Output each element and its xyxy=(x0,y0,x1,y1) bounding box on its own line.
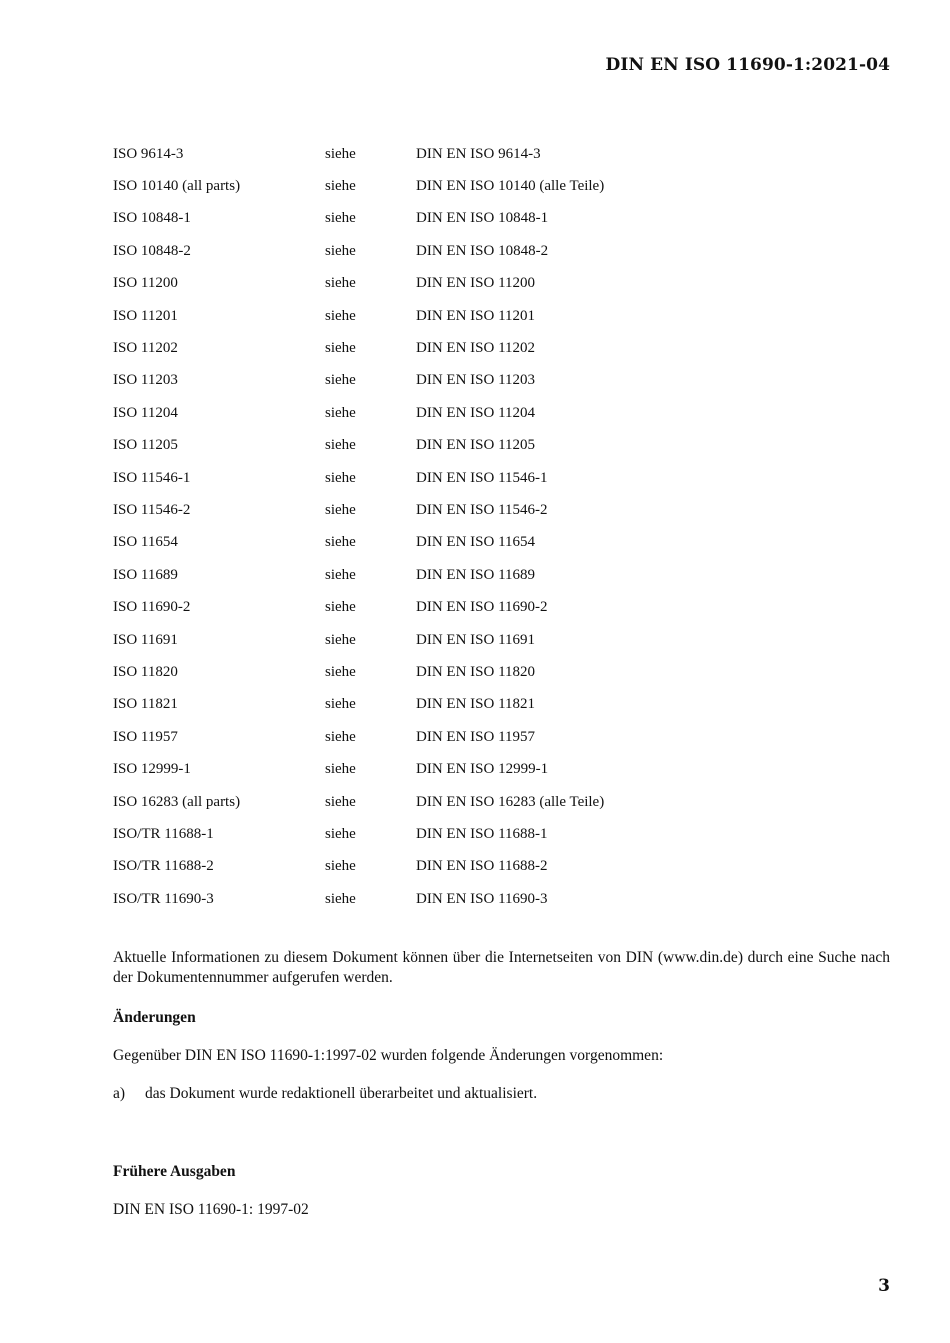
info-paragraph: Aktuelle Informationen zu diesem Dokument können über die Internetseiten von DIN (www.din.de) durch eine Suche nach der Dokumentennummer aufgerufen werden. xyxy=(113,949,890,986)
see-label: siehe xyxy=(325,242,356,259)
iso-reference: ISO 10140 (all parts) xyxy=(113,178,241,195)
see-label: siehe xyxy=(325,890,356,907)
iso-reference: ISO 11204 xyxy=(113,404,178,421)
din-reference: DIN EN ISO 11690-2 xyxy=(416,599,548,616)
iso-reference: ISO 11690-2 xyxy=(113,599,191,616)
din-reference: DIN EN ISO 11691 xyxy=(416,631,536,648)
table-row xyxy=(113,624,893,656)
see-label: siehe xyxy=(325,696,356,713)
see-label: siehe xyxy=(325,210,356,227)
iso-reference: ISO 10848-2 xyxy=(113,242,191,259)
list-item xyxy=(113,1084,890,1104)
table-row xyxy=(113,786,893,818)
changes-heading: Änderungen xyxy=(113,1009,196,1026)
din-reference: DIN EN ISO 11204 xyxy=(416,404,536,421)
see-label: siehe xyxy=(325,437,356,454)
iso-reference: ISO 11546-1 xyxy=(113,469,191,486)
table-row xyxy=(113,721,893,753)
reference-table xyxy=(113,138,893,915)
table-row xyxy=(113,397,893,429)
iso-reference: ISO 11203 xyxy=(113,372,178,389)
table-row xyxy=(113,268,893,300)
changes-intro: Gegenüber DIN EN ISO 11690-1:1997-02 wurden folgende Änderungen vorgenommen: xyxy=(113,1047,664,1064)
iso-reference: ISO 11821 xyxy=(113,696,178,713)
iso-reference: ISO 10848-1 xyxy=(113,210,191,227)
din-reference: DIN EN ISO 10848-1 xyxy=(416,210,549,227)
din-reference: DIN EN ISO 11821 xyxy=(416,696,536,713)
list-item-text: das Dokument wurde redaktionell überarbeitet und aktualisiert. xyxy=(145,1085,538,1102)
din-reference: DIN EN ISO 11546-1 xyxy=(416,469,548,486)
table-row xyxy=(113,235,893,267)
din-reference: DIN EN ISO 11654 xyxy=(416,534,536,551)
iso-reference: ISO 11546-2 xyxy=(113,501,191,518)
din-reference: DIN EN ISO 10848-2 xyxy=(416,242,549,259)
see-label: siehe xyxy=(325,761,356,778)
iso-reference: ISO 11689 xyxy=(113,566,178,583)
din-reference: DIN EN ISO 11820 xyxy=(416,663,536,680)
see-label: siehe xyxy=(325,404,356,421)
see-label: siehe xyxy=(325,340,356,357)
iso-reference: ISO 11820 xyxy=(113,663,178,680)
see-label: siehe xyxy=(325,793,356,810)
table-row xyxy=(113,332,893,364)
see-label: siehe xyxy=(325,663,356,680)
see-label: siehe xyxy=(325,307,356,324)
table-row xyxy=(113,818,893,850)
see-label: siehe xyxy=(325,728,356,745)
din-reference: DIN EN ISO 11688-1 xyxy=(416,825,548,842)
iso-reference: ISO 16283 (all parts) xyxy=(113,793,241,810)
table-row xyxy=(113,170,893,202)
table-row xyxy=(113,527,893,559)
see-label: siehe xyxy=(325,825,356,842)
see-label: siehe xyxy=(325,599,356,616)
iso-reference: ISO/TR 11688-1 xyxy=(113,825,214,842)
din-reference: DIN EN ISO 11201 xyxy=(416,307,536,324)
din-reference: DIN EN ISO 11689 xyxy=(416,566,536,583)
din-reference: DIN EN ISO 9614-3 xyxy=(416,145,541,162)
din-reference: DIN EN ISO 11200 xyxy=(416,275,536,292)
din-reference: DIN EN ISO 11205 xyxy=(416,437,536,454)
iso-reference: ISO/TR 11690-3 xyxy=(113,890,214,907)
din-reference: DIN EN ISO 11202 xyxy=(416,340,536,357)
see-label: siehe xyxy=(325,275,356,292)
see-label: siehe xyxy=(325,469,356,486)
iso-reference: ISO 11202 xyxy=(113,340,178,357)
table-row xyxy=(113,365,893,397)
table-row xyxy=(113,559,893,591)
table-row xyxy=(113,753,893,785)
table-row xyxy=(113,494,893,526)
previous-editions-text: DIN EN ISO 11690-1: 1997-02 xyxy=(113,1201,309,1218)
din-reference: DIN EN ISO 10140 (alle Teile) xyxy=(416,178,605,195)
table-row xyxy=(113,591,893,623)
din-reference: DIN EN ISO 11688-2 xyxy=(416,858,548,875)
see-label: siehe xyxy=(325,145,356,162)
iso-reference: ISO 11691 xyxy=(113,631,178,648)
table-row xyxy=(113,656,893,688)
see-label: siehe xyxy=(325,858,356,875)
iso-reference: ISO 9614-3 xyxy=(113,145,184,162)
iso-reference: ISO 11200 xyxy=(113,275,178,292)
iso-reference: ISO 11957 xyxy=(113,728,178,745)
document-id-header: DIN EN ISO 11690-1:2021-04 xyxy=(605,55,890,75)
din-reference: DIN EN ISO 11957 xyxy=(416,728,536,745)
table-row xyxy=(113,689,893,721)
table-row xyxy=(113,203,893,235)
table-row xyxy=(113,430,893,462)
din-reference: DIN EN ISO 16283 (alle Teile) xyxy=(416,793,605,810)
see-label: siehe xyxy=(325,631,356,648)
table-row xyxy=(113,851,893,883)
table-row xyxy=(113,883,893,915)
see-label: siehe xyxy=(325,178,356,195)
previous-editions-heading: Frühere Ausgaben xyxy=(113,1163,236,1180)
changes-list xyxy=(113,1084,890,1104)
din-reference: DIN EN ISO 11546-2 xyxy=(416,501,548,518)
see-label: siehe xyxy=(325,534,356,551)
din-reference: DIN EN ISO 11690-3 xyxy=(416,890,548,907)
see-label: siehe xyxy=(325,501,356,518)
iso-reference: ISO 11201 xyxy=(113,307,178,324)
iso-reference: ISO 11205 xyxy=(113,437,178,454)
table-row xyxy=(113,300,893,332)
see-label: siehe xyxy=(325,372,356,389)
page-number: 3 xyxy=(878,1276,890,1296)
iso-reference: ISO 12999-1 xyxy=(113,761,191,778)
din-reference: DIN EN ISO 12999-1 xyxy=(416,761,549,778)
see-label: siehe xyxy=(325,566,356,583)
list-marker: a) xyxy=(113,1085,126,1102)
table-row xyxy=(113,138,893,170)
iso-reference: ISO/TR 11688-2 xyxy=(113,858,214,875)
iso-reference: ISO 11654 xyxy=(113,534,178,551)
din-reference: DIN EN ISO 11203 xyxy=(416,372,536,389)
table-row xyxy=(113,462,893,494)
